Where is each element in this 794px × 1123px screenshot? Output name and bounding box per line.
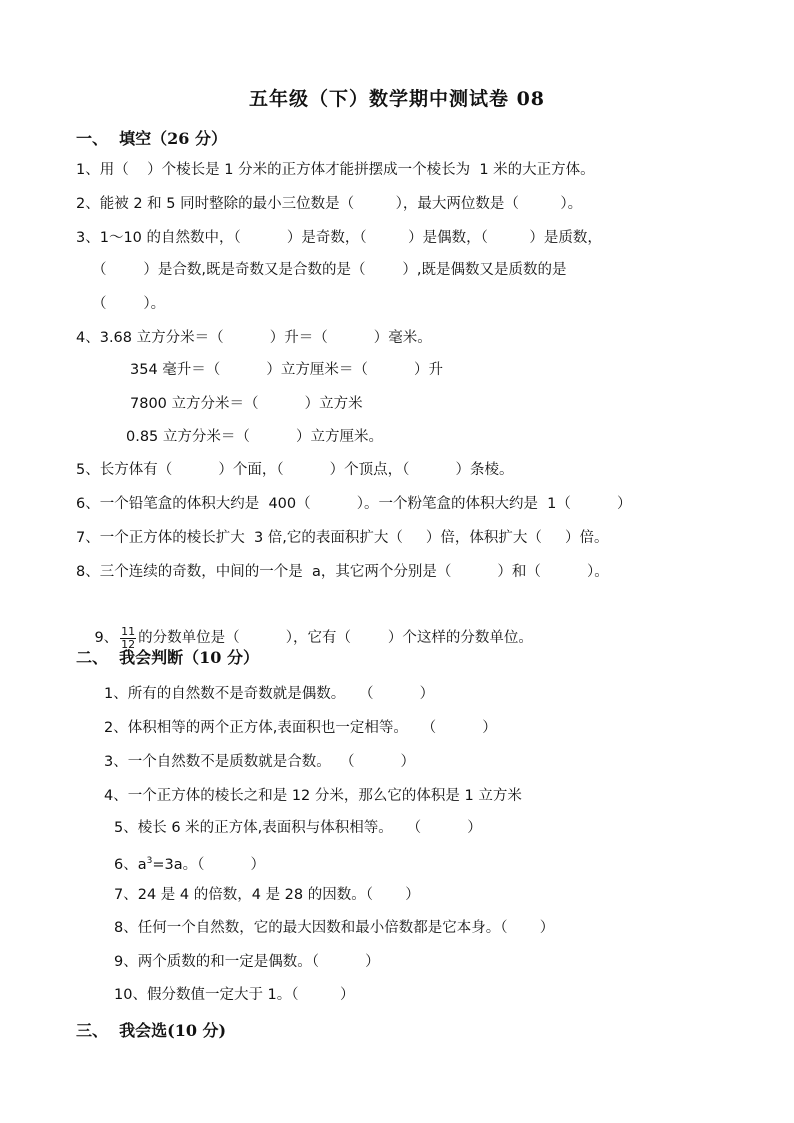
question-1-3-cont: （ ）是合数,既是奇数又是合数的是（ ）,既是偶数又是质数的是 — [92, 262, 567, 278]
section-judge-heading: 二、 我会判断（10 分） — [76, 648, 259, 667]
question-1-7: 7、一个正方体的棱长扩大 3 倍,它的表面积扩大（ ）倍，体积扩大（ ）倍。 — [76, 530, 609, 546]
judge-6-exponent: 3 — [146, 856, 153, 866]
judge-1: 1、所有的自然数不是奇数就是偶数。 （ ） — [104, 686, 435, 702]
page-title: 五年级（下）数学期中测试卷 08 — [248, 88, 546, 110]
question-1-4d: 0.85 立方分米＝（ ）立方厘米。 — [126, 429, 383, 445]
fraction-numerator: 11 — [121, 624, 136, 638]
judge-6 — [114, 851, 265, 875]
section-fill-blanks-heading: 一、 填空（26 分） — [76, 129, 227, 148]
judge-8: 8、任何一个自然数，它的最大因数和最小倍数都是它本身。（ ） — [114, 920, 555, 936]
section-choice-heading: 三、 我会选(10 分) — [76, 1021, 227, 1040]
judge-10: 10、假分数值一定大于 1。（ ） — [114, 987, 355, 1003]
judge-5: 5、棱长 6 米的正方体,表面积与体积相等。 （ ） — [114, 820, 482, 836]
judge-6-text: =3a。（ ） — [152, 856, 265, 873]
question-1-3-cont2: （ ）。 — [92, 296, 166, 312]
question-1-5: 5、长方体有（ ）个面，（ ）个顶点，（ ）条棱。 — [76, 462, 514, 478]
question-1-4b: 354 毫升＝（ ）立方厘米＝（ ）升 — [130, 362, 443, 378]
judge-2: 2、体积相等的两个正方体,表面积也一定相等。 （ ） — [104, 720, 497, 736]
question-1-1: 1、用（ ）个棱长是 1 分米的正方体才能拼摆成一个棱长为 1 米的大正方体。 — [76, 162, 595, 178]
question-1-8: 8、三个连续的奇数，中间的一个是 a，其它两个分别是（ ）和（ ）。 — [76, 564, 609, 580]
question-1-3: 3、1～10 的自然数中，（ ）是奇数，（ ）是偶数，（ ）是质数， — [76, 230, 602, 246]
question-1-9-number: 9、 — [94, 630, 119, 646]
judge-7: 7、24 是 4 的倍数，4 是 28 的因数。（ ） — [114, 887, 420, 903]
judge-6-prefix: 6、a — [114, 856, 147, 873]
question-1-2: 2、能被 2 和 5 同时整除的最小三位数是（ ），最大两位数是（ ）。 — [76, 196, 583, 212]
question-1-6: 6、一个铅笔盒的体积大约是 400（ ）。一个粉笔盒的体积大约是 1（ ） — [76, 496, 632, 512]
judge-4: 4、一个正方体的棱长之和是 12 分米，那么它的体积是 1 立方米 — [104, 788, 522, 804]
question-1-4c: 7800 立方分米＝（ ）立方米 — [130, 396, 363, 412]
fraction-denominator: 12 — [121, 637, 136, 651]
judge-3: 3、一个自然数不是质数就是合数。 （ ） — [104, 754, 416, 770]
judge-9: 9、两个质数的和一定是偶数。（ ） — [114, 954, 380, 970]
question-1-4: 4、3.68 立方分米＝（ ）升＝（ ）毫米。 — [76, 330, 432, 346]
question-1-9-text: 的分数单位是（ ），它有（ ）个这样的分数单位。 — [138, 630, 533, 646]
